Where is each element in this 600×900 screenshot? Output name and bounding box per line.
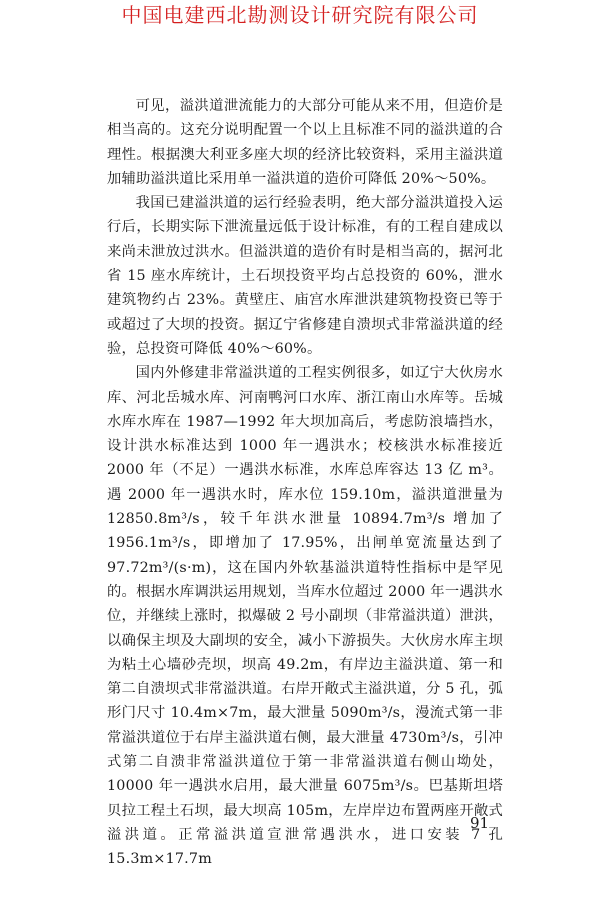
paragraph: 可见，溢洪道泄流能力的大部分可能从来不用，但造价是相当高的。这充分说明配置一个以上且标准不同的溢洪道的合理性。根据澳大利亚多座大坝的经济比较资料，采用主溢洪道加辅助溢洪道比采用单一溢洪道的造价可降低 20%～50%。 — [107, 98, 503, 187]
body-text — [107, 94, 503, 872]
paragraph: 国内外修建非常溢洪道的工程实例很多，如辽宁大伙房水库、河北岳城水库、河南鸭河口水库、浙江南山水库等。岳城水库水库在 1987—1992 年大坝加高后，考虑防浪墙挡水，设计洪水标准达到 1000 年一遇洪水；校核洪水标准接近 2000 年（不足）一遇洪水标准，水库总库容达 13 亿 m³。遇 2000 年一遇洪水时，库水位 159.10m，溢洪道泄量为 12850.8m³/s，较千年洪水泄量 10894.7m³/s 增加了 1956.1m³/s，即增加了 17.95%，出闸单宽流量达到了 97.72m³/(s·m)，这在国内外软基溢洪道特性指标中是罕见的。根据水库调洪运用规划，当库水位超过 2000 年一遇洪水位，并继续上涨时，拟爆破 2 号小副坝（非常溢洪道）泄洪，以确保主坝及大副坝的安全，减小下游损失。大伙房水库主坝为粘土心墙砂壳坝，坝高 49.2m，有岸边主溢洪道、第一和第二自溃坝式非常溢洪道。右岸开敞式主溢洪道，分 5 孔，弧形门尺寸 10.4m×7m，最大泄量 5090m³/s，漫流式第一非常溢洪道位于右岸主溢洪道右侧，最大泄量 4730m³/s，引冲式第二自溃非常溢洪道位于第一非常溢洪道右侧山坳处，10000 年一遇洪水启用，最大泄量 6075m³/s。巴基斯坦塔贝拉工程土石坝，最大坝高 105m，左岸岸边布置两座开敞式溢洪道。正常溢洪道宣泄常遇洪水，进口安装 7 孔 15.3m×17.7m — [107, 365, 503, 868]
paragraph: 我国已建溢洪道的运行经验表明，绝大部分溢洪道投入运行后，长期实际下泄流量远低于设计标准，有的工程自建成以来尚未泄放过洪水。但溢洪道的造价有时是相当高的，据河北省 15 座水库统计，土石坝投资平均占总投资的 60%，泄水建筑物约占 23%。黄壁庄、庙宫水库泄洪建筑物投资已等于或超过了大坝的投资。据辽宁省修建自溃坝式非常溢洪道的经验，总投资可降低 40%～60%。 — [107, 195, 503, 357]
page-number: 91 — [470, 814, 490, 832]
page-header: 中国电建西北勘测设计研究院有限公司 — [121, 3, 479, 27]
